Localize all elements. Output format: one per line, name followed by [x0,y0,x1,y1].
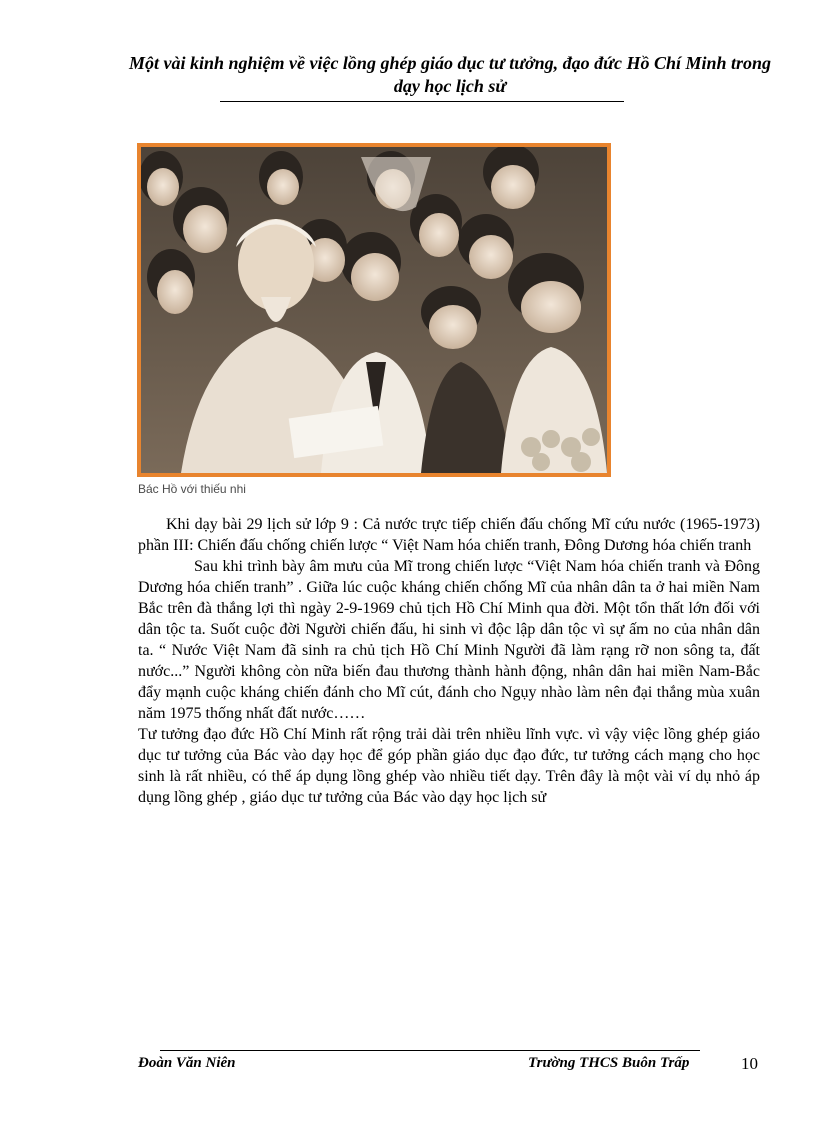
footer-author: Đoàn Văn Niên [138,1055,236,1071]
page-number: 10 [741,1054,758,1073]
page-header-title: Một vài kinh nghiệm về việc lồng ghép giáo dục tư tưởng, đạo đức Hồ Chí Minh trong dạy học lịch sử [128,53,772,96]
header-divider [220,101,624,102]
footer-divider [160,1050,700,1051]
paragraph: Khi dạy bài 29 lịch sử lớp 9 : Cả nước trực tiếp chiến đấu chống Mĩ cứu nước (1965-1973) phần III: Chiến đấu chống chiến lược “ Việt Nam hóa chiến tranh, Đông Dương hóa chiến tranh [138,516,760,554]
paragraph: Sau khi trình bày âm mưu của Mĩ trong chiến lược “Việt Nam hóa chiến tranh và Đông Dương hóa chiến tranh” . Giữa lúc cuộc kháng chiến chống Mĩ của nhân dân ta ở hai miền Nam Bắc trên đà thắng lợi thì ngày 2-9-1969 chủ tịch Hồ Chí Minh qua đời. Một tổn thất lớn đối với dân tộc ta. Suốt cuộc đời Người chiến đấu, hi sinh vì độc lập dân tộc vì sự ấm no của nhân dân ta. “ Nước Việt Nam đã sinh ra chủ tịch Hồ Chí Minh Người đã làm rạng rỡ non sông ta, đất nước...” Người không còn nữa biến đau thương thành hành động, nhân dân hai miền Nam-Bắc đẩy mạnh cuộc kháng chiến đánh cho Mĩ cút, đánh cho Ngụy nhào làm nên đại thắng mùa xuân năm 1975 thống nhất đất nước…… [138,558,760,722]
historical-photo [141,147,607,473]
paragraph: Tư tưởng đạo đức Hồ Chí Minh rất rộng trải dài trên nhiều lĩnh vực. vì vậy việc lồng ghép giáo dục tư tưởng của Bác vào dạy học để góp phần giáo dục đạo đức, tư tưởng cách mạng cho học sinh là rất nhiều, có thể áp dụng lồng ghép vào nhiều tiết dạy. Trên đây là một vài ví dụ nhỏ áp dụng lồng ghép , giáo dục tư tưởng của Bác vào dạy học lịch sử [138,726,760,806]
footer-school: Trường THCS Buôn Trấp [528,1055,690,1071]
photo-caption: Bác Hồ với thiếu nhi [138,482,246,496]
photo-frame [137,143,611,477]
body-text [138,514,760,808]
